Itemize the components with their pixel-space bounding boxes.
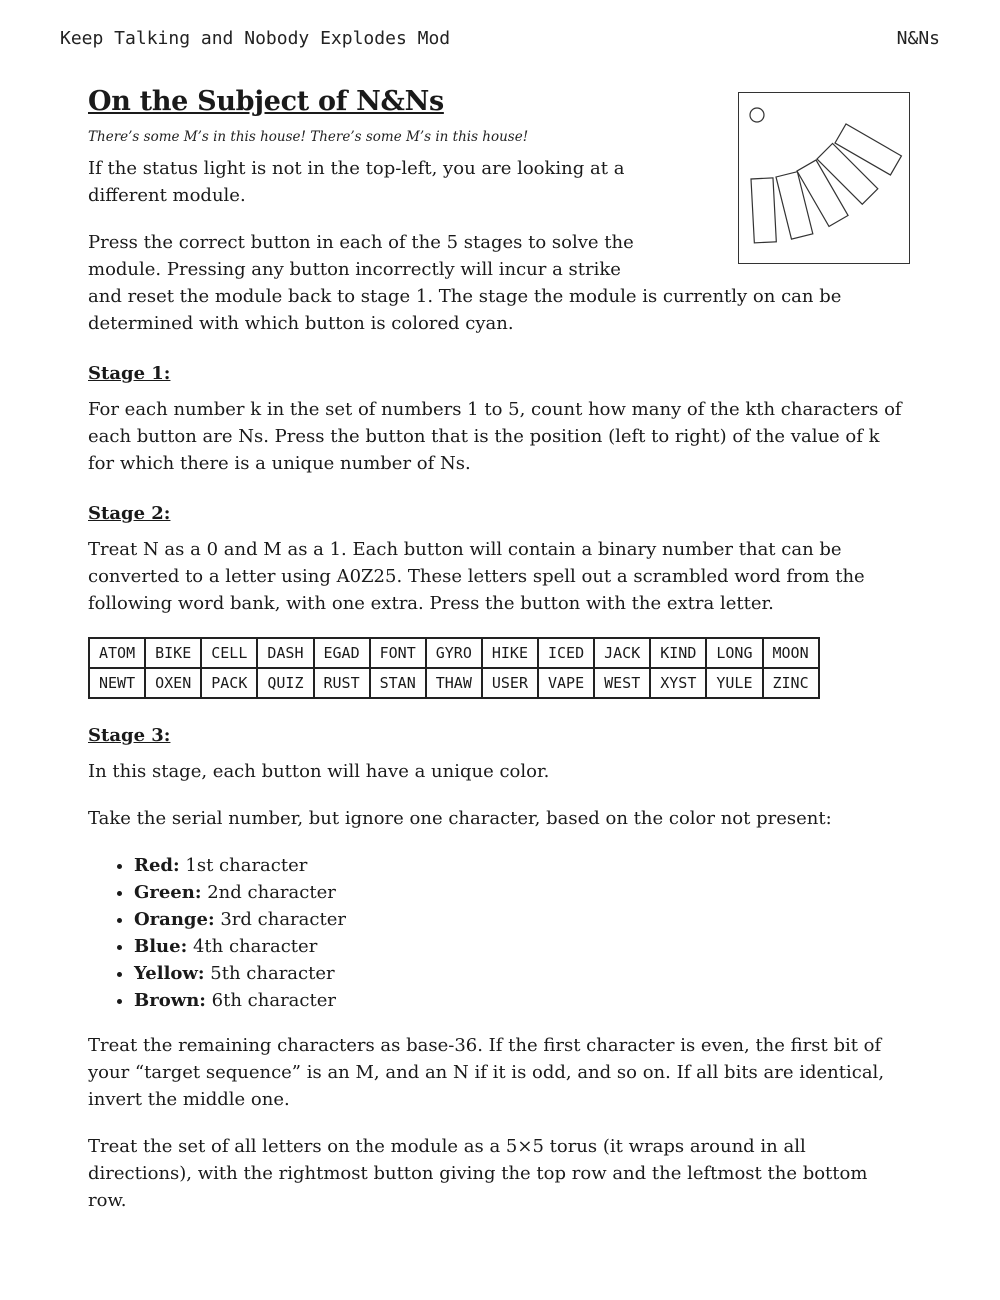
word-cell: KIND (650, 638, 706, 668)
word-cell: WEST (594, 668, 650, 698)
list-item: • Red: 1st character (134, 852, 910, 879)
word-cell: STAN (370, 668, 426, 698)
word-cell: ICED (538, 638, 594, 668)
stage-3-title: Stage 3: (88, 725, 171, 746)
stage-2-text: Treat N as a 0 and M as a 1. Each button will contain a binary number that can be converted to a letter using A0Z25. These letters spell out a scrambled word from the following word bank, with one extra. Press the button with the extra letter. (88, 539, 865, 614)
word-cell: QUIZ (257, 668, 313, 698)
stage-3-text-3: Treat the remaining characters as base-36. If the first character is even, the first bit of your “target sequence” is an M, and an N if it is odd, and so on. If all bits are identical, invert the middle one. (88, 1035, 885, 1110)
list-item: • Yellow: 5th character (134, 960, 910, 987)
intro-paragraph-2a: Press the correct button in each of the 5 stages to solve the module. Pressing any button incorrectly will incur a strike (88, 232, 634, 280)
stage-1-title: Stage 1: (88, 363, 171, 384)
header-module-name: N&Ns (896, 28, 940, 49)
word-cell: YULE (706, 668, 762, 698)
table-row (89, 668, 819, 698)
word-bank-table (88, 637, 820, 699)
word-cell: OXEN (145, 668, 201, 698)
word-cell: USER (482, 668, 538, 698)
word-cell: XYST (650, 668, 706, 698)
table-row (89, 638, 819, 668)
word-cell: CELL (201, 638, 257, 668)
stage-2-title: Stage 2: (88, 503, 171, 524)
stage-3-text-4: Treat the set of all letters on the module as a 5×5 torus (it wraps around in all directions), with the rightmost button giving the top row and the leftmost the bottom row. (88, 1136, 868, 1211)
word-cell: ZINC (763, 668, 819, 698)
word-cell: LONG (706, 638, 762, 668)
manual-content (88, 86, 910, 1234)
page-title: On the Subject of N&Ns (88, 86, 444, 117)
word-cell: GYRO (426, 638, 482, 668)
page-header (60, 28, 940, 49)
word-cell: EGAD (314, 638, 370, 668)
list-item: • Green: 2nd character (134, 879, 910, 906)
flavor-text: There’s some M’s in this house! There’s some M’s in this house! (88, 129, 529, 145)
word-cell: FONT (370, 638, 426, 668)
word-cell: HIKE (482, 638, 538, 668)
color-list (88, 852, 910, 1014)
word-cell: THAW (426, 668, 482, 698)
word-cell: VAPE (538, 668, 594, 698)
word-cell: ATOM (89, 638, 145, 668)
word-cell: RUST (314, 668, 370, 698)
word-cell: BIKE (145, 638, 201, 668)
intro-paragraph-1: If the status light is not in the top-left, you are looking at a different module. (88, 158, 625, 206)
stage-3-text-2: Take the serial number, but ignore one character, based on the color not present: (88, 808, 832, 829)
word-cell: PACK (201, 668, 257, 698)
list-item: • Orange: 3rd character (134, 906, 910, 933)
intro-paragraph-2 (88, 229, 910, 337)
intro-paragraph-2b: and reset the module back to stage 1. The stage the module is currently on can be determined with which button is colored cyan. (88, 286, 842, 334)
list-item: • Blue: 4th character (134, 933, 910, 960)
list-item: • Brown: 6th character (134, 987, 910, 1014)
word-cell: JACK (594, 638, 650, 668)
stage-3-text-1: In this stage, each button will have a unique color. (88, 761, 550, 782)
header-mod-name: Keep Talking and Nobody Explodes Mod (60, 28, 451, 49)
stage-1-text: For each number k in the set of numbers 1 to 5, count how many of the kth characters of each button are Ns. Press the button that is the position (left to right) of the value of k for which there is a unique number of Ns. (88, 399, 902, 474)
word-cell: DASH (257, 638, 313, 668)
word-cell: MOON (763, 638, 819, 668)
word-cell: NEWT (89, 668, 145, 698)
